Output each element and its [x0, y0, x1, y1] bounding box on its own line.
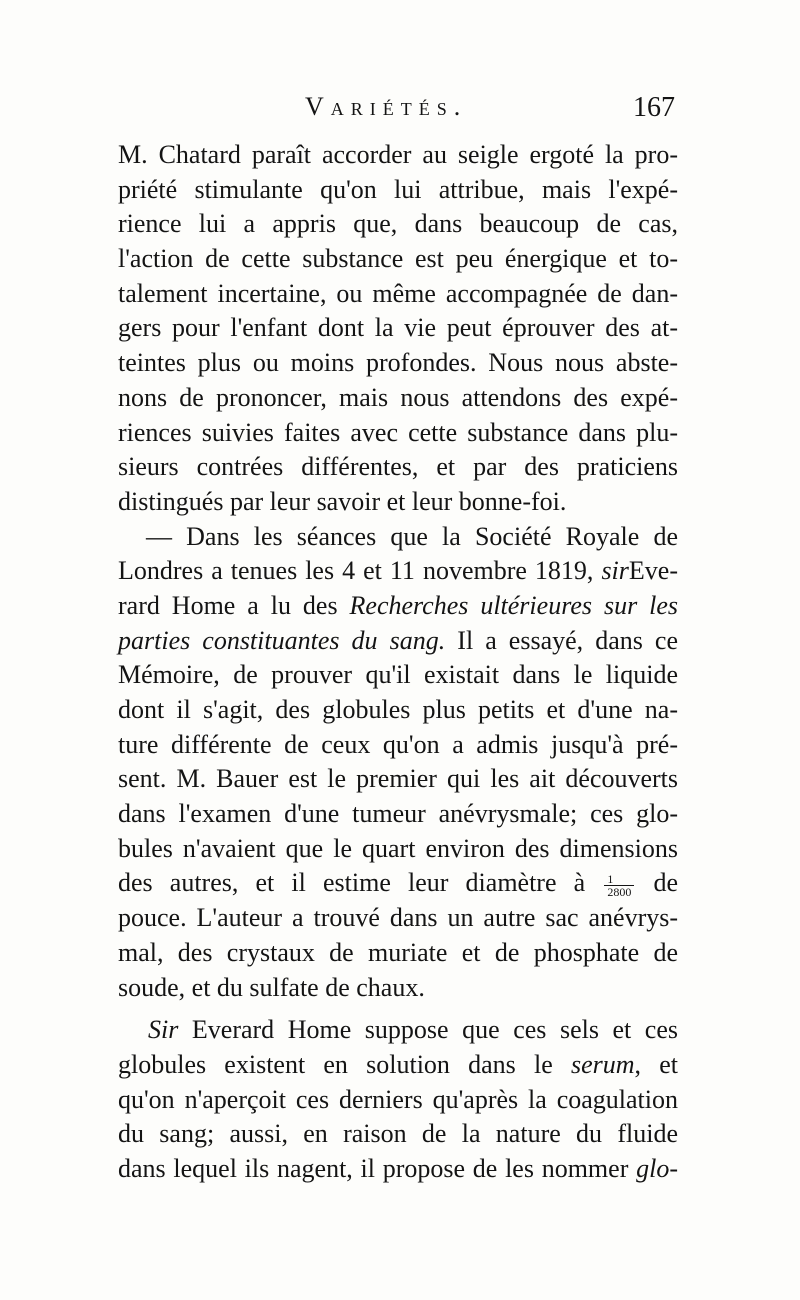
text-line: priété stimulante qu'on lui attribue, mais l'expé- [118, 174, 678, 204]
text-line: talement incertaine, ou même accompagnée de dan- [118, 278, 678, 308]
text-line [118, 554, 678, 589]
fraction-numerator: 1 [604, 873, 634, 886]
paragraph-gap [118, 1005, 678, 1013]
text-line: M. Chatard paraît accorder au seigle ergoté la pro- [118, 140, 678, 169]
text-line: dans l'examen d'une tumeur anévrysmale; ces glo- [118, 799, 678, 829]
text-span: des autres, et il estime leur diamètre à [118, 868, 586, 898]
body-text [118, 138, 678, 1187]
italic-serum: serum [570, 1049, 635, 1079]
text-line: gers pour l'enfant dont la vie peut éprouver des at- [118, 313, 678, 343]
text-line: teintes plus ou moins profondes. Nous nous abste- [118, 348, 678, 378]
text-span: rard Home a lu des [118, 590, 338, 620]
italic-word: glo- [636, 1153, 678, 1183]
page-number: 167 [633, 92, 675, 123]
text-line: bules n'avaient que le quart environ des dimensions [118, 833, 678, 863]
italic-title: parties constituantes du sang. [118, 625, 446, 655]
text-span: de [653, 868, 679, 898]
text-line: Mémoire, de prouver qu'il existait dans le liquide [118, 660, 678, 690]
text-line [118, 624, 678, 659]
text-span: Everard Home suppose que ces sels et ces [191, 1015, 678, 1045]
running-head [115, 92, 675, 132]
text-span: dans lequel ils nagent, il propose de les nommer [118, 1153, 629, 1183]
text-line: pouce. L'auteur a trouvé dans un autre sac anévrys- [118, 903, 678, 933]
text-line: sent. M. Bauer est le premier qui les ait découverts [118, 764, 678, 794]
text-line: rience lui a appris que, dans beaucoup de cas, [118, 209, 678, 239]
text-line [118, 1013, 678, 1048]
text-line: distingués par leur savoir et leur bonne-foi. [118, 486, 567, 516]
italic-sir: sir [601, 556, 629, 586]
text-line [118, 1048, 678, 1083]
text-span: Londres a tenues les 4 et 11 novembre 1819, [118, 556, 594, 586]
fraction-denominator: 2800 [607, 884, 632, 899]
text-line: dont il s'agit, des globules plus petits et d'une na- [118, 695, 678, 724]
paragraph-globules [118, 1013, 678, 1186]
text-line [118, 589, 678, 624]
text-span: Eve- [628, 556, 678, 586]
italic-title: Recherches ultérieures sur les [349, 590, 679, 620]
text-span: , et [634, 1049, 679, 1079]
paragraph-home-sang [118, 520, 678, 1006]
text-line: nons de prononcer, mais nous attendons des expé- [118, 382, 678, 412]
text-line: sieurs contrées différentes, et par des praticiens [118, 452, 678, 482]
fraction [604, 873, 634, 898]
running-title: Variétés. [305, 92, 468, 121]
paragraph-chatard [118, 138, 678, 520]
text-line: du sang; aussi, en raison de la nature du fluide [118, 1119, 678, 1149]
text-line [118, 866, 678, 901]
text-line: riences suivies faites avec cette substance dans plu- [118, 417, 678, 447]
text-line: ture différente de ceux qu'on a admis jusqu'à pré- [118, 729, 678, 759]
text-line: mal, des crystaux de muriate et de phosphate de [118, 937, 678, 967]
text-line: — Dans les séances que la Société Royale de [146, 521, 678, 551]
text-line: l'action de cette substance est peu énergique et to- [118, 244, 678, 274]
text-span: globules existent en solution dans le [118, 1049, 553, 1079]
italic-sir: Sir [148, 1015, 179, 1045]
text-line [118, 1152, 678, 1187]
text-line: qu'on n'aperçoit ces derniers qu'après la coagulation [118, 1084, 678, 1114]
text-span: Il a essayé, dans ce [457, 625, 679, 655]
text-line: soude, et du sulfate de chaux. [118, 972, 425, 1002]
